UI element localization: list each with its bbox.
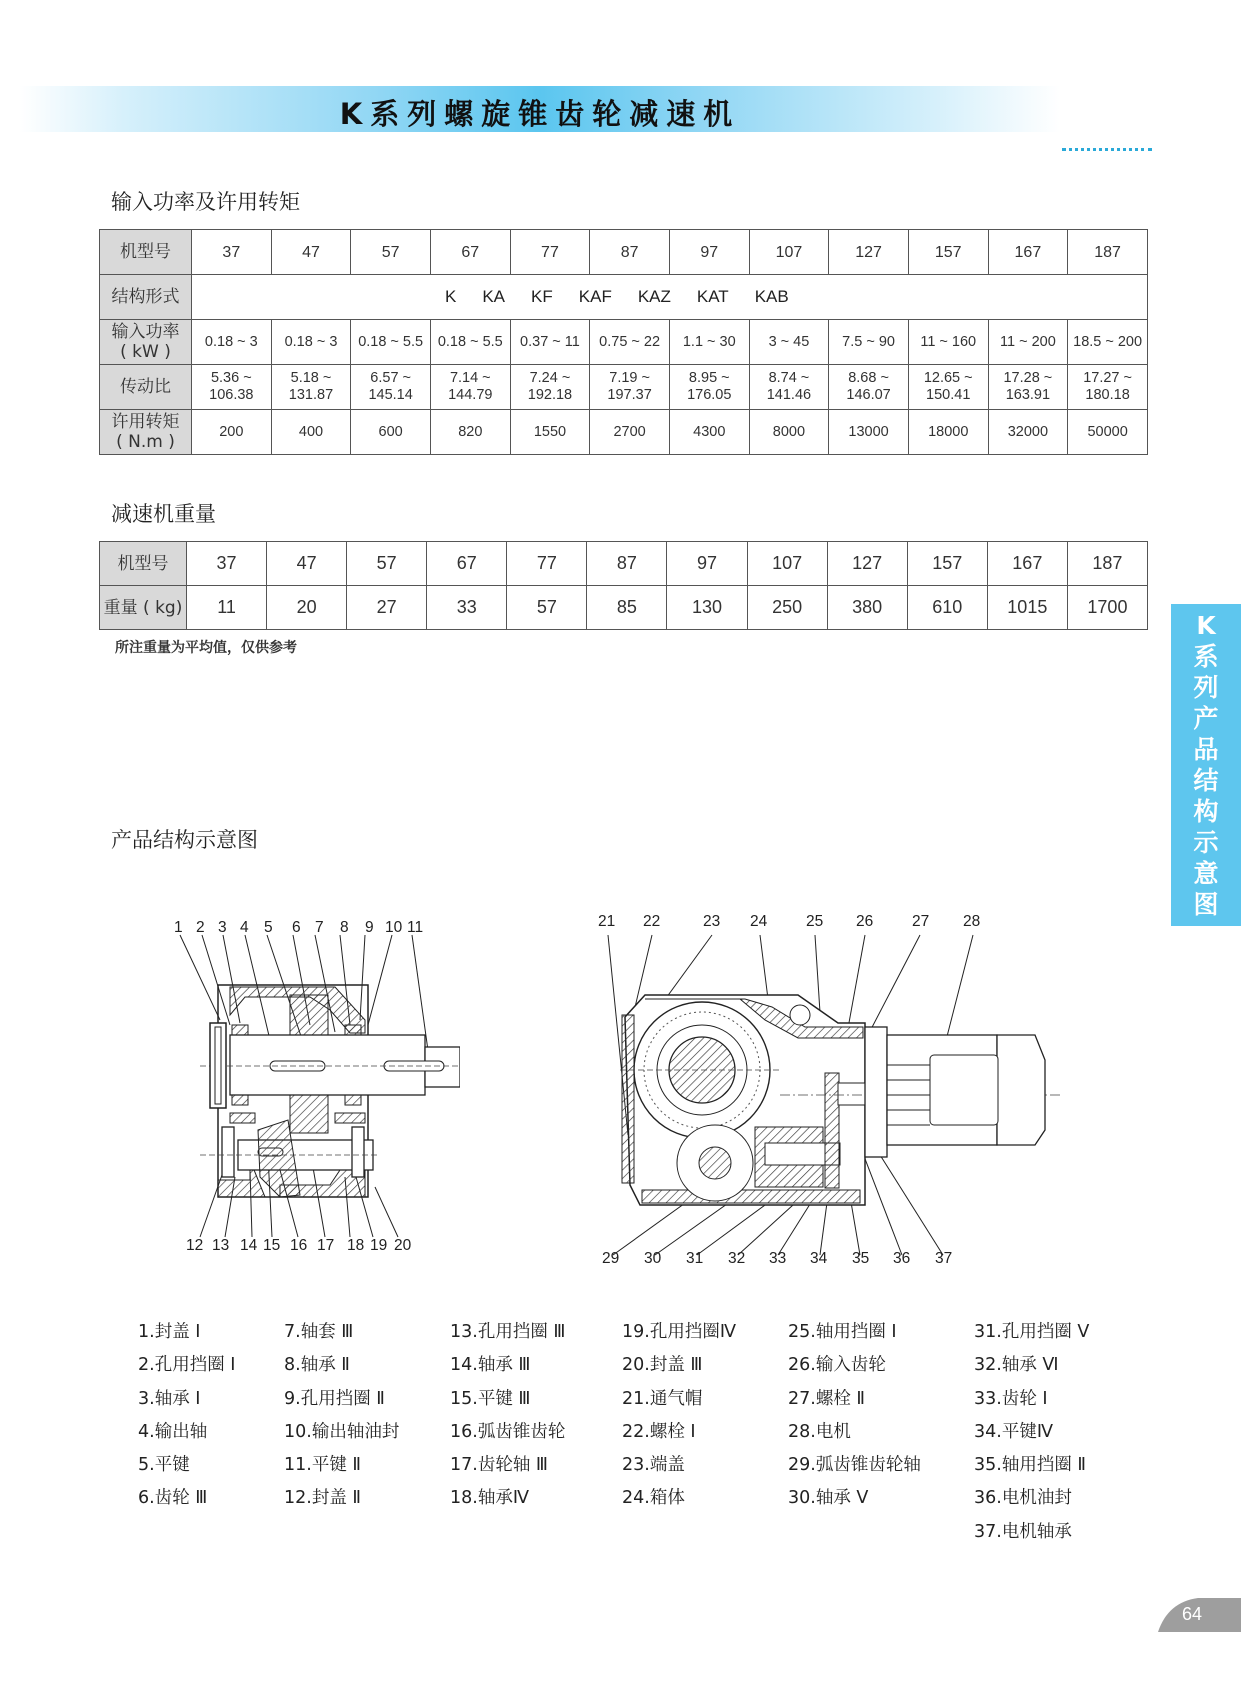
weight-cell: 610: [907, 586, 987, 630]
weight-cell: 33: [427, 586, 507, 630]
legend-item: 22.螺栓 Ⅰ: [622, 1421, 696, 1442]
model-cell: 97: [669, 230, 749, 275]
ratio-cell: 8.95 ~ 176.05: [669, 365, 749, 410]
ratio-cell: 6.57 ~ 145.14: [351, 365, 431, 410]
legend-item: 25.轴用挡圈 Ⅰ: [788, 1322, 897, 1342]
part-callout: 24: [750, 913, 768, 930]
legend-item: 28.电机: [788, 1421, 851, 1442]
legend-item: 37.电机轴承: [974, 1521, 1072, 1542]
legend-item: 23.端盖: [622, 1455, 685, 1476]
ratio-cell: 17.27 ~ 180.18: [1068, 365, 1148, 410]
legend-item: 27.螺栓 Ⅱ: [788, 1388, 866, 1409]
part-callout: 6: [292, 919, 301, 936]
part-callout: 30: [644, 1250, 662, 1267]
weight-cell: 85: [587, 586, 667, 630]
structure-form-label: KAB: [754, 287, 789, 306]
structure-form-label: KAZ: [637, 287, 671, 306]
model-cell: 187: [1067, 542, 1147, 586]
legend-item: 31.孔用挡圈 Ⅴ: [974, 1322, 1090, 1342]
part-callout: 25: [806, 913, 824, 930]
part-callout: 3: [218, 919, 227, 936]
power-cell: 0.37 ~ 11: [510, 320, 590, 365]
torque-cell: 1550: [510, 410, 590, 455]
right-side-view-diagram: [580, 915, 1060, 1275]
model-cell: 67: [430, 230, 510, 275]
model-cell: 87: [590, 230, 670, 275]
part-callout: 2: [196, 919, 205, 936]
legend-item: 32.轴承 Ⅵ: [974, 1355, 1059, 1376]
legend-item: 33.齿轮 Ⅰ: [974, 1388, 1048, 1409]
part-callout: 35: [852, 1250, 870, 1267]
row-label-model: 机型号: [100, 230, 192, 275]
power-torque-table: [99, 229, 1148, 455]
structure-form-label: KAF: [578, 287, 612, 306]
power-cell: 1.1 ~ 30: [669, 320, 749, 365]
part-callout: 7: [315, 919, 324, 936]
weight-model-row: [100, 542, 1148, 586]
legend-item: 29.弧齿锥齿轮轴: [788, 1455, 921, 1476]
torque-row: [100, 410, 1148, 455]
legend-item: 4.输出轴: [138, 1421, 208, 1442]
model-cell: 127: [827, 542, 907, 586]
weight-section-title: 减速机重量: [111, 502, 216, 526]
model-cell: 107: [749, 230, 829, 275]
legend-item: 24.箱体: [622, 1488, 685, 1509]
power-cell: 0.18 ~ 5.5: [430, 320, 510, 365]
model-cell: 127: [829, 230, 909, 275]
part-callout: 27: [912, 913, 930, 930]
ratio-cell: 7.24 ~ 192.18: [510, 365, 590, 410]
model-cell: 67: [427, 542, 507, 586]
model-cell: 57: [347, 542, 427, 586]
model-cell: 157: [908, 230, 988, 275]
side-tab-label: K 系 列 产 品 结 构 示 意 图: [1193, 611, 1219, 919]
part-callout: 8: [340, 919, 349, 936]
legend-item: 19.孔用挡圈Ⅳ: [622, 1322, 736, 1342]
model-cell: 37: [192, 230, 272, 275]
model-cell: 87: [587, 542, 667, 586]
torque-cell: 600: [351, 410, 431, 455]
model-cell: 47: [267, 542, 347, 586]
legend-item: 18.轴承Ⅳ: [450, 1488, 529, 1509]
weight-cell: 20: [267, 586, 347, 630]
power-cell: 11 ~ 160: [908, 320, 988, 365]
torque-cell: 18000: [908, 410, 988, 455]
power-cell: 0.18 ~ 5.5: [351, 320, 431, 365]
part-callout: 20: [394, 1237, 412, 1254]
legend-item: 14.轴承 Ⅲ: [450, 1355, 531, 1376]
legend-item: 3.轴承 Ⅰ: [138, 1388, 201, 1409]
part-callout: 15: [263, 1237, 281, 1254]
page-number: 64: [1182, 1604, 1203, 1624]
power-cell: 0.18 ~ 3: [192, 320, 272, 365]
legend-item: 30.轴承 Ⅴ: [788, 1488, 869, 1509]
model-cell: 157: [907, 542, 987, 586]
part-callout: 10: [385, 919, 403, 936]
legend-item: 16.弧齿锥齿轮: [450, 1421, 566, 1442]
part-callout: 21: [598, 913, 616, 930]
model-cell: 77: [507, 542, 587, 586]
torque-cell: 8000: [749, 410, 829, 455]
ratio-cell: 8.68 ~ 146.07: [829, 365, 909, 410]
legend-item: 12.封盖 Ⅱ: [284, 1488, 362, 1509]
model-row: [100, 230, 1148, 275]
part-callout: 18: [347, 1237, 365, 1254]
legend-item: 11.平键 Ⅱ: [284, 1455, 362, 1476]
legend-item: 8.轴承 Ⅱ: [284, 1355, 350, 1376]
weight-table: [99, 541, 1148, 630]
legend-item: 20.封盖 Ⅲ: [622, 1355, 703, 1376]
page-number-badge: [1158, 1598, 1241, 1632]
part-callout: 16: [290, 1237, 308, 1254]
legend-item: 35.轴用挡圈 Ⅱ: [974, 1455, 1087, 1476]
page-title: K系列螺旋锥齿轮减速机: [339, 97, 741, 131]
torque-cell: 4300: [669, 410, 749, 455]
part-callout: 1: [174, 919, 183, 936]
row-label-power: 输入功率 ( kW ): [100, 320, 192, 365]
decorative-dots: [1062, 142, 1152, 151]
weight-cell: 57: [507, 586, 587, 630]
power-row: [100, 320, 1148, 365]
legend-item: 7.轴套 Ⅲ: [284, 1322, 354, 1342]
weight-cell: 250: [747, 586, 827, 630]
part-callout: 31: [686, 1250, 704, 1267]
part-callout: 9: [365, 919, 374, 936]
ratio-cell: 5.18 ~ 131.87: [271, 365, 351, 410]
part-callout: 28: [963, 913, 981, 930]
row-label-model: 机型号: [100, 542, 187, 586]
part-callout: 19: [370, 1237, 388, 1254]
weight-cell: 1015: [987, 586, 1067, 630]
gearbox-section-drawing-icon: [160, 915, 460, 1255]
model-cell: 167: [988, 230, 1068, 275]
legend-column: [284, 1318, 399, 1518]
weight-cell: 1700: [1067, 586, 1147, 630]
structure-row: [100, 275, 1148, 320]
weight-cell: 380: [827, 586, 907, 630]
part-callout: 11: [407, 919, 424, 936]
structure-form-label: KA: [482, 287, 506, 306]
legend-column: [788, 1318, 921, 1518]
weight-note: 所注重量为平均值，仅供参考: [115, 640, 297, 656]
power-cell: 0.75 ~ 22: [590, 320, 670, 365]
ratio-cell: 8.74 ~ 141.46: [749, 365, 829, 410]
ratio-cell: 7.14 ~ 144.79: [430, 365, 510, 410]
legend-item: 34.平键Ⅳ: [974, 1421, 1053, 1442]
parts-legend: [138, 1318, 1138, 1548]
part-callout: 12: [186, 1237, 204, 1254]
legend-column: [622, 1318, 736, 1518]
model-cell: 97: [667, 542, 747, 586]
power-cell: 11 ~ 200: [988, 320, 1068, 365]
legend-item: 26.输入齿轮: [788, 1355, 886, 1376]
legend-item: 1.封盖 Ⅰ: [138, 1322, 201, 1342]
part-callout: 17: [317, 1237, 335, 1254]
legend-item: 10.输出轴油封: [284, 1421, 400, 1442]
structure-form-label: K: [445, 287, 457, 306]
row-label-ratio: 传动比: [100, 365, 192, 410]
part-callout: 37: [935, 1250, 953, 1267]
part-callout: 32: [728, 1250, 746, 1267]
legend-item: 36.电机油封: [974, 1488, 1072, 1509]
gearbox-motor-drawing-icon: [580, 915, 1060, 1275]
part-callout: 34: [810, 1250, 828, 1267]
part-callout: 14: [240, 1237, 258, 1254]
legend-column: [138, 1318, 235, 1518]
part-callout: 23: [703, 913, 721, 930]
legend-item: 5.平键: [138, 1455, 190, 1476]
legend-item: 13.孔用挡圈 Ⅲ: [450, 1322, 566, 1342]
title-banner: [20, 86, 1060, 132]
model-cell: 37: [187, 542, 267, 586]
row-label-torque: 许用转矩 ( N.m ): [100, 410, 192, 455]
structure-section-title: 产品结构示意图: [111, 828, 258, 852]
model-cell: 167: [987, 542, 1067, 586]
row-label-structure: 结构形式: [100, 275, 192, 320]
legend-item: 2.孔用挡圈 Ⅰ: [138, 1355, 236, 1376]
part-callout: 33: [769, 1250, 787, 1267]
ratio-row: [100, 365, 1148, 410]
legend-item: 9.孔用挡圈 Ⅱ: [284, 1388, 385, 1409]
structure-forms-cell: [192, 275, 1148, 320]
model-cell: 77: [510, 230, 590, 275]
part-callout: 22: [643, 913, 661, 930]
ratio-cell: 12.65 ~ 150.41: [908, 365, 988, 410]
power-torque-section-title: 输入功率及许用转矩: [111, 190, 300, 214]
model-cell: 187: [1068, 230, 1148, 275]
part-callout: 4: [240, 919, 249, 936]
torque-cell: 32000: [988, 410, 1068, 455]
part-callout: 36: [893, 1250, 911, 1267]
torque-cell: 50000: [1068, 410, 1148, 455]
power-cell: 7.5 ~ 90: [829, 320, 909, 365]
ratio-cell: 5.36 ~ 106.38: [192, 365, 272, 410]
weight-cell: 11: [187, 586, 267, 630]
legend-item: 15.平键 Ⅲ: [450, 1388, 531, 1409]
legend-item: 21.通气帽: [622, 1388, 703, 1409]
weight-row: [100, 586, 1148, 630]
part-callout: 13: [212, 1237, 230, 1254]
power-cell: 3 ~ 45: [749, 320, 829, 365]
power-cell: 18.5 ~ 200: [1068, 320, 1148, 365]
legend-column: [450, 1318, 565, 1518]
weight-cell: 130: [667, 586, 747, 630]
structure-form-label: KAT: [696, 287, 729, 306]
legend-item: 17.齿轮轴 Ⅲ: [450, 1455, 548, 1476]
left-cross-section-diagram: [160, 915, 460, 1255]
model-cell: 57: [351, 230, 431, 275]
ratio-cell: 7.19 ~ 197.37: [590, 365, 670, 410]
model-cell: 47: [271, 230, 351, 275]
structure-form-label: KF: [531, 287, 553, 306]
torque-cell: 820: [430, 410, 510, 455]
legend-column: [974, 1318, 1089, 1551]
model-cell: 107: [747, 542, 827, 586]
torque-cell: 200: [192, 410, 272, 455]
part-callout: 5: [264, 919, 273, 936]
ratio-cell: 17.28 ~ 163.91: [988, 365, 1068, 410]
power-cell: 0.18 ~ 3: [271, 320, 351, 365]
torque-cell: 2700: [590, 410, 670, 455]
legend-item: 6.齿轮 Ⅲ: [138, 1488, 208, 1509]
part-callout: 26: [856, 913, 874, 930]
torque-cell: 13000: [829, 410, 909, 455]
side-chapter-tab[interactable]: [1171, 604, 1241, 926]
weight-cell: 27: [347, 586, 427, 630]
torque-cell: 400: [271, 410, 351, 455]
part-callout: 29: [602, 1250, 620, 1267]
row-label-weight: 重量 ( kg): [100, 586, 187, 630]
